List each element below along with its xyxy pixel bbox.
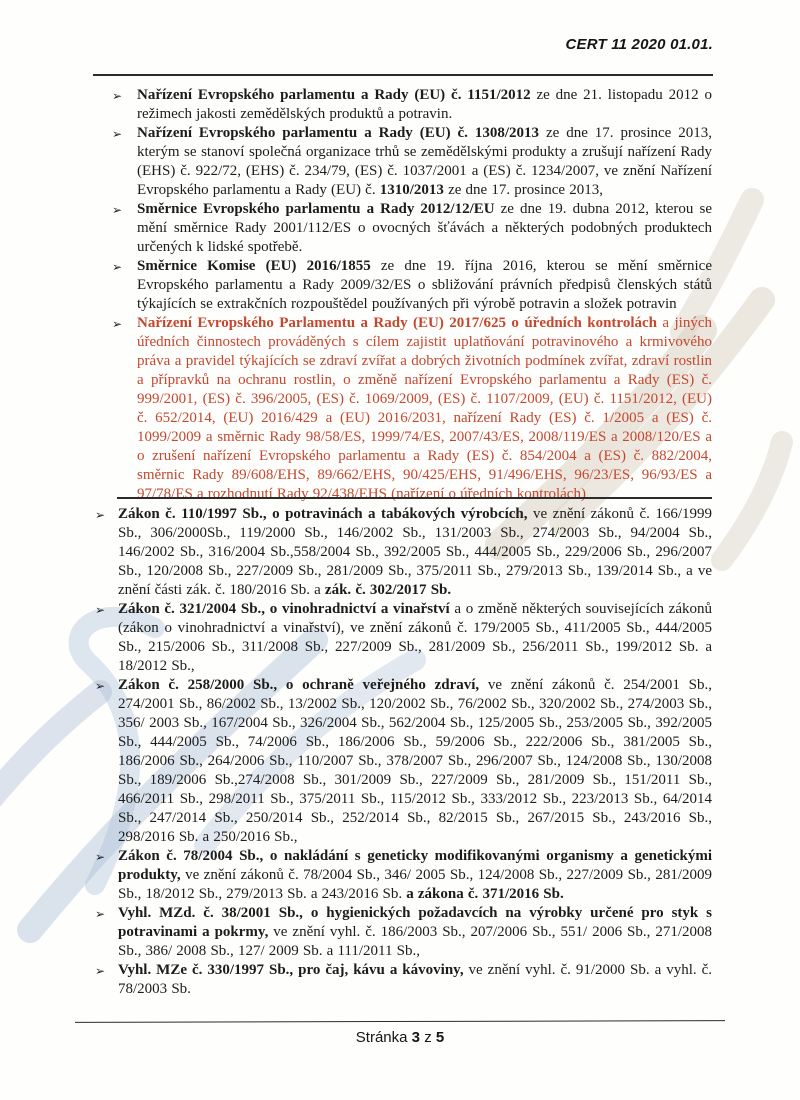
list-item — [112, 200, 712, 257]
list-item — [112, 257, 712, 314]
list-item-text: Vyhl. MZd. č. 38/2001 Sb., o hygienických požadavcích na výrobky určené pro styk s potravinami a pokrmy, ve znění vyhl. č. 186/2003 Sb., 207/2006 Sb., 551/ 2006 Sb., 271/2008 Sb., 386/ 2008 Sb., 127/ 2009 Sb. a 111/2011 Sb., — [118, 905, 712, 959]
list-item-text: Nařízení Evropského parlamentu a Rady (EU) č. 1308/2013 ze dne 17. prosince 2013, kterým se stanoví společná organizace trhů se zemědělskými produkty a zrušují nařízení Rady (EHS) č. 922/72, (EHS) č. 234/79, (ES) č. 1037/2001 a (ES) č. 1234/2007, ve znění Nařízení Evropského parlamentu a Rady (EU) č. 1310/2013 ze dne 17. prosince 2013, — [137, 125, 712, 198]
list-item-text: Nařízení Evropského Parlamentu a Rady (EU) 2017/625 o úředních kontrolách a jiných úředních činnostech prováděných s cílem zajistit uplatňování potravinového a krmivového práva a pravidel týkajících se zdraví zvířat a dobrých životních podmínek zvířat, zdraví rostlin a přípravků na ochranu rostlin, o změně nařízení Evropského parlamentu a Rady (ES) č. 999/2001, (ES) č. 396/2005, (ES) č. 1069/2009, (ES) č. 1107/2009, (EU) č. 1151/2012, (EU) č. 652/2014, (EU) 2016/429 a (EU) 2016/2031, nařízení Rady (ES) č. 1/2005 a (ES) č. 1099/2009 a směrnic Rady 98/58/ES, 1999/74/ES, 2007/43/ES, 2008/119/ES a 2008/120/ES a o zrušení nařízení Evropského parlamentu a Rady (ES) č. 854/2004 a (ES) č. 882/2004, směrnic Rady 89/608/EHS, 89/662/EHS, 90/425/EHS, 91/496/EHS, 96/23/ES, 96/93/ES a 97/78/ES a rozhodnutí Rady 92/438/EHS (nařízení o úředních kontrolách) — [137, 315, 713, 502]
arrow-bullet-icon: ➢ — [112, 203, 123, 217]
arrow-bullet-icon: ➢ — [112, 89, 123, 103]
arrow-bullet-icon: ➢ — [95, 603, 106, 617]
footer-divider — [75, 1020, 725, 1023]
list-item-text: Vyhl. MZe č. 330/1997 Sb., pro čaj, kávu a kávoviny, ve znění vyhl. č. 91/2000 Sb. a vyhl. č. 78/2003 Sb. — [118, 962, 712, 997]
arrow-bullet-icon: ➢ — [112, 260, 123, 274]
list-item — [95, 847, 712, 904]
footer-label: Stránka — [355, 1029, 408, 1046]
list-item-text: Zákon č. 110/1997 Sb., o potravinách a tabákových výrobcích, ve znění zákonů č. 166/1999 Sb., 306/2000Sb., 119/2000 Sb., 146/2002 Sb., 131/2003 Sb., 274/2003 Sb., 94/2004 Sb., 146/2002 Sb., 316/2004 Sb.,558/2004 Sb., 392/2005 Sb., 444/2005 Sb., 229/2006 Sb., 296/2007 Sb., 120/2008 Sb., 227/2009 Sb., 281/2009 Sb., 375/2011 Sb., 279/2013 Sb., 139/2014 Sb., a ve znění části zák. č. 180/2016 Sb. a zák. č. 302/2017 Sb. — [118, 506, 713, 598]
list-item — [95, 904, 712, 961]
arrow-bullet-icon: ➢ — [112, 317, 123, 331]
arrow-bullet-icon: ➢ — [95, 907, 106, 921]
national-laws-list — [95, 505, 712, 999]
list-item-text: Zákon č. 258/2000 Sb., o ochraně veřejného zdraví, ve znění zákonů č. 254/2001 Sb., 274/2001 Sb., 86/2002 Sb., 13/2002 Sb., 120/2002 Sb., 76/2002 Sb., 320/2002 Sb., 274/2003 Sb., 356/ 2003 Sb., 167/2004 Sb., 326/2004 Sb., 562/2004 Sb., 125/2005 Sb., 253/2005 Sb., 392/2005 Sb., 444/2005 Sb., 74/2006 Sb., 186/2006 Sb., 59/2006 Sb., 222/2006 Sb., 381/2005 Sb., 186/2006 Sb., 264/2006 Sb., 110/2007 Sb., 378/2007 Sb., 296/2007 Sb., 124/2008 Sb., 130/2008 Sb., 189/2006 Sb.,274/2008 Sb., 301/2009 Sb., 227/2009 Sb., 281/2009 Sb., 151/2011 Sb., 466/2011 Sb., 298/2011 Sb., 375/2011 Sb., 115/2012 Sb., 333/2012 Sb., 223/2013 Sb., 64/2014 Sb., 247/2014 Sb., 250/2014 Sb., 252/2014 Sb., 82/2015 Sb., 267/2015 Sb., 243/2016 Sb., 298/2016 Sb. a 250/2016 Sb., — [118, 677, 713, 845]
list-item-text: Zákon č. 321/2004 Sb., o vinohradnictví a vinařství a o změně některých souvisejících zákonů (zákon o vinohradnictví a vinařství), ve znění zákonů č. 179/2005 Sb., 411/2005 Sb., 444/2005 Sb., 215/2006 Sb., 311/2008 Sb., 227/2009 Sb., 281/2009 Sb., 256/2011 Sb., 199/2012 Sb. a 18/2012 Sb., — [118, 601, 712, 674]
arrow-bullet-icon: ➢ — [112, 127, 123, 141]
list-item — [112, 314, 712, 504]
list-item-text: Směrnice Evropského parlamentu a Rady 2012/12/EU ze dne 19. dubna 2012, kterou se mění směrnice Rady 2001/112/ES o ovocných šťávách a některých podobných produktech určených k lidské spotřebě. — [137, 201, 712, 255]
page-number-footer — [0, 1029, 800, 1046]
section-divider — [117, 497, 712, 499]
list-item-text: Nařízení Evropského parlamentu a Rady (EU) č. 1151/2012 ze dne 21. listopadu 2012 o režimech jakosti zemědělských produktů a potravin. — [137, 87, 712, 122]
arrow-bullet-icon: ➢ — [95, 850, 106, 864]
arrow-bullet-icon: ➢ — [95, 679, 106, 693]
header-divider — [93, 74, 713, 76]
arrow-bullet-icon: ➢ — [95, 964, 106, 978]
list-item — [95, 961, 712, 999]
list-item — [95, 676, 712, 847]
list-item-text: Směrnice Komise (EU) 2016/1855 ze dne 19. října 2016, kterou se mění směrnice Evropského parlamentu a Rady 2009/32/ES o sbližování právních předpisů členských států týkajících se extrakčních rozpouštědel používaných při výrobě potravin a složek potravin — [137, 258, 712, 312]
list-item-text: Zákon č. 78/2004 Sb., o nakládání s geneticky modifikovanými organismy a genetickými produkty, ve znění zákonů č. 78/2004 Sb., 346/ 2005 Sb., 124/2008 Sb., 227/2009 Sb., 281/2009 Sb., 18/2012 Sb., 279/2013 Sb. a 243/2016 Sb. a zákona č. 371/2016 Sb. — [118, 848, 712, 902]
list-item — [95, 505, 712, 600]
arrow-bullet-icon: ➢ — [95, 508, 106, 522]
document-code-header: CERT 11 2020 01.01. — [565, 36, 713, 53]
footer-page-number: 3 — [411, 1029, 421, 1046]
list-item — [95, 600, 712, 676]
footer-separator: z — [424, 1029, 432, 1046]
list-item — [112, 86, 712, 124]
footer-total-pages: 5 — [435, 1029, 445, 1046]
eu-regulations-list — [112, 86, 712, 504]
list-item — [112, 124, 712, 200]
